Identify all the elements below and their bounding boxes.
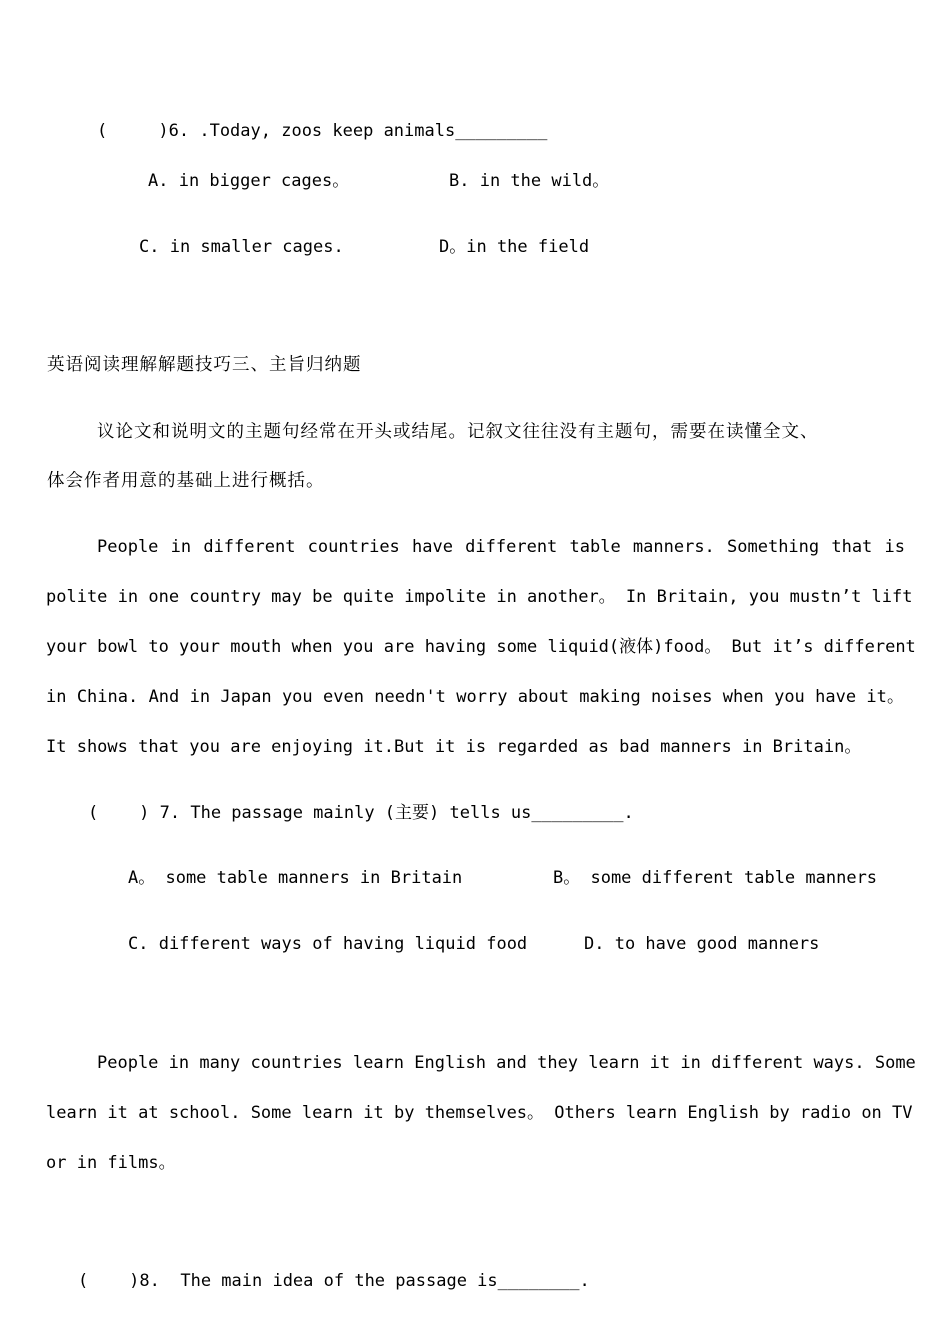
question-8-stem: ( )8. The main idea of the passage is________. <box>78 1271 590 1291</box>
passage-2-line-3: or in films。 <box>46 1153 176 1173</box>
section-tip-line-1: 议论文和说明文的主题句经常在开头或结尾。记叙文往往没有主题句，需要在读懂全文、 <box>97 422 819 442</box>
question-6-option-b: B. in the wild。 <box>449 171 610 191</box>
passage-1-line-1: People in different countries have different table manners. Something that is <box>97 537 905 557</box>
question-6-option-a: A. in bigger cages。 <box>148 171 350 191</box>
question-7-option-d: D. to have good manners <box>584 934 820 954</box>
section-tip-line-2: 体会作者用意的基础上进行概括。 <box>47 471 325 491</box>
passage-1-line-2: polite in one country may be quite impolite in another。 In Britain, you mustn’t lift <box>46 587 913 607</box>
passage-2-line-1: People in many countries learn English and they learn it in different ways. Some <box>97 1053 916 1073</box>
section-heading: 英语阅读理解解题技巧三、主旨归纳题 <box>47 355 362 375</box>
question-7-option-b: B。 some different table manners <box>553 868 878 888</box>
question-6-stem: ( )6. .Today, zoos keep animals_________ <box>97 121 548 141</box>
question-7-option-c: C. different ways of having liquid food <box>128 934 528 954</box>
question-6-option-c: C. in smaller cages. <box>139 237 344 257</box>
passage-1-line-4: in China. And in Japan you even needn't worry about making noises when you have it。 <box>46 687 904 707</box>
passage-2-line-2: learn it at school. Some learn it by themselves。 Others learn English by radio on TV <box>46 1103 913 1123</box>
passage-1-line-3: your bowl to your mouth when you are having some liquid(液体)food。 But it’s different <box>46 637 916 657</box>
question-7-option-a: A。 some table manners in Britain <box>128 868 463 888</box>
passage-1-line-5: It shows that you are enjoying it.But it is regarded as bad manners in Britain。 <box>46 737 862 757</box>
question-7-stem: ( ) 7. The passage mainly (主要) tells us_________. <box>88 803 634 823</box>
question-6-option-d: D。in the field <box>439 237 590 257</box>
